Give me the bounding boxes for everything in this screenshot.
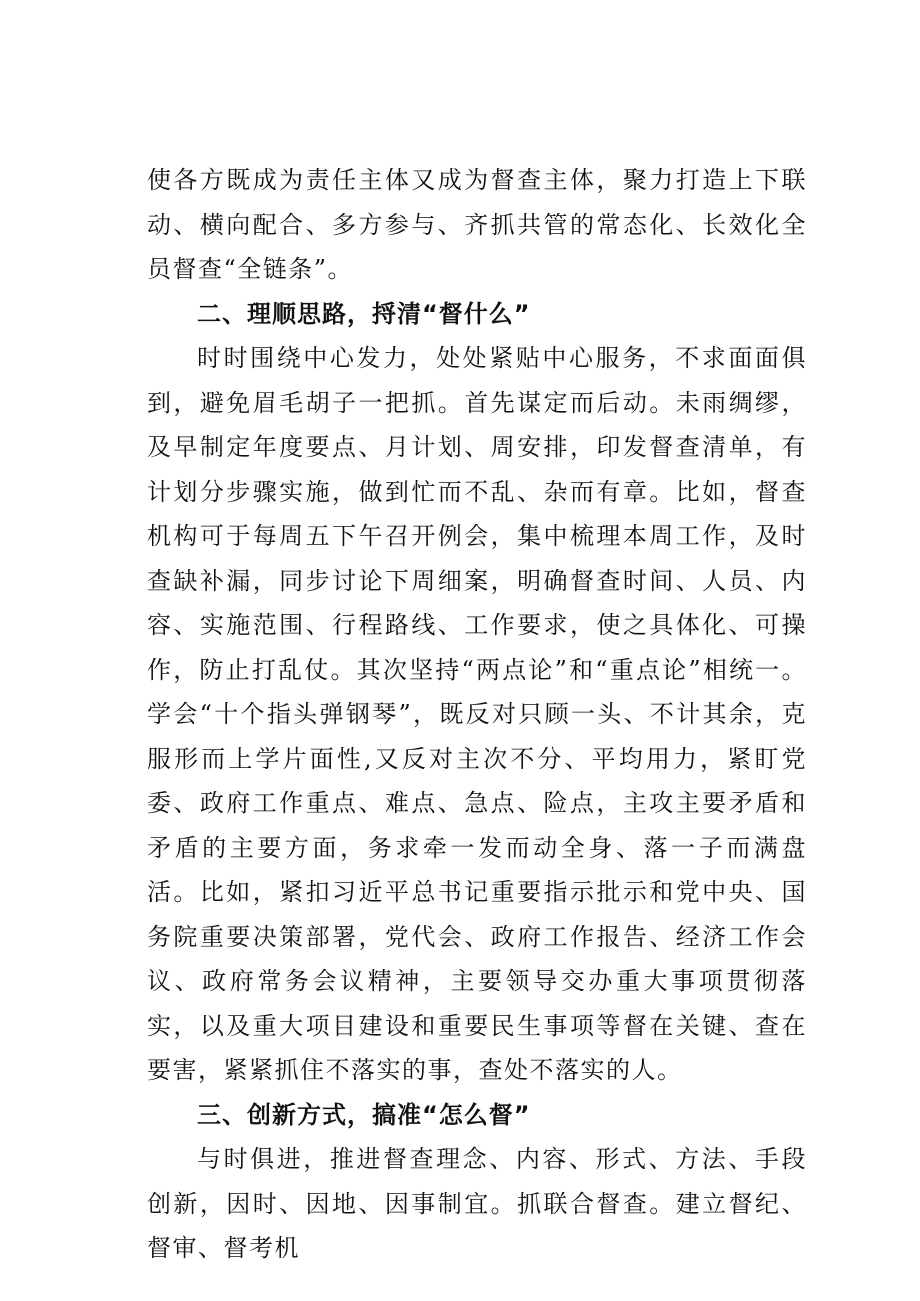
paragraph-section-3: 与时俱进，推进督查理念、内容、形式、方法、手段创新，因时、因地、因事制宜。抓联合督查。建立督纪、督审、督考机 (147, 1145, 807, 1262)
paragraph-section-2: 时时围绕中心发力，处处紧贴中心服务，不求面面俱到，避免眉毛胡子一把抓。首先谋定而后动。未雨绸缪，及早制定年度要点、月计划、周安排，印发督查清单，有计划分步骤实施，做到忙而不乱、杂而有章。比如，督查机构可于每周五下午召开例会，集中梳理本周工作，及时查缺补漏，同步讨论下周细案，明确督查时间、人员、内容、实施范围、行程路线、工作要求，使之具体化、可操作，防止打乱仗。其次坚持“两点论”和“重点论”相统一。学会“十个指头弹钢琴”，既反对只顾一头、不计其余，克服形而上学片面性,又反对主次不分、平均用力，紧盯党委、政府工作重点、难点、急点、险点，主攻主要矛盾和矛盾的主要方面，务求牵一发而动全身、落一子而满盘活。比如，紧扣习近平总书记重要指示批示和党中央、国务院重要决策部署，党代会、政府工作报告、经济工作会议、政府常务会议精神，主要领导交办重大事项贯彻落实，以及重大项目建设和重要民生事项等督在关键、查在要害，紧紧抓住不落实的事，查处不落实的人。 (147, 344, 807, 1084)
section-heading-3: 三、创新方式，搞准“怎么督” (197, 1100, 531, 1129)
paragraph-continued: 使各方既成为责任主体又成为督查主体，聚力打造上下联动、横向配合、多方参与、齐抓共管的常态化、长效化全员督查“全链条”。 (147, 166, 807, 283)
section-heading-2: 二、理顺思路，捋清“督什么” (197, 299, 531, 328)
document-body (147, 158, 807, 1271)
